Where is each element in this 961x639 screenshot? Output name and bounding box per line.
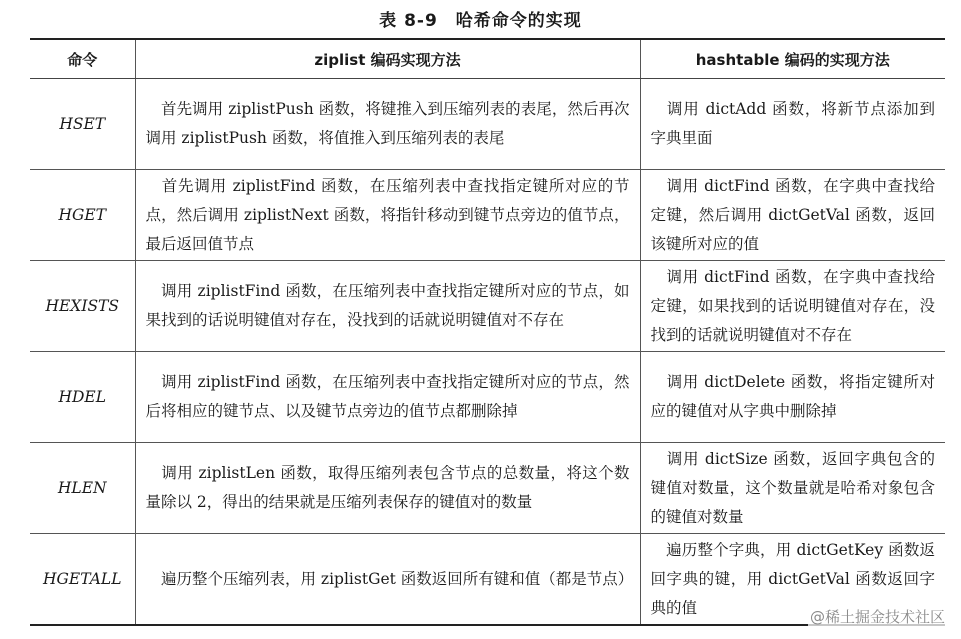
header-command: 命令: [30, 39, 135, 79]
ziplist-cell: 调用 ziplistFind 函数，在压缩列表中查找指定键所对应的节点，如果找到的话说明键值对存在，没找到的话就说明键值对不存在: [135, 261, 640, 352]
header-row: [30, 39, 945, 79]
command-cell: HDEL: [30, 352, 135, 443]
hashtable-cell: 调用 dictSize 函数，返回字典包含的键值对数量，这个数量就是哈希对象包含的键值对数量: [640, 443, 945, 534]
ziplist-cell: 遍历整个压缩列表，用 ziplistGet 函数返回所有键和值（都是节点）: [135, 534, 640, 626]
hashtable-cell: 调用 dictFind 函数，在字典中查找给定键，如果找到的话说明键值对存在，没找到的话就说明键值对不存在: [640, 261, 945, 352]
ziplist-cell: 首先调用 ziplistPush 函数，将键推入到压缩列表的表尾，然后再次调用 ziplistPush 函数，将值推入到压缩列表的表尾: [135, 79, 640, 170]
command-cell: HEXISTS: [30, 261, 135, 352]
command-cell: HSET: [30, 79, 135, 170]
ziplist-cell: 调用 ziplistFind 函数，在压缩列表中查找指定键所对应的节点，然后将相应的键节点、以及键节点旁边的值节点都删除掉: [135, 352, 640, 443]
hashtable-cell: 调用 dictDelete 函数，将指定键所对应的键值对从字典中删除掉: [640, 352, 945, 443]
hashtable-cell: 调用 dictFind 函数，在字典中查找给定键，然后调用 dictGetVal 函数，返回该键所对应的值: [640, 170, 945, 261]
header-hashtable: hashtable 编码的实现方法: [640, 39, 945, 79]
ziplist-cell: 调用 ziplistLen 函数，取得压缩列表包含节点的总数量，将这个数量除以 2，得出的结果就是压缩列表保存的键值对的数量: [135, 443, 640, 534]
hashtable-cell: 调用 dictAdd 函数，将新节点添加到字典里面: [640, 79, 945, 170]
header-ziplist: ziplist 编码实现方法: [135, 39, 640, 79]
command-cell: HLEN: [30, 443, 135, 534]
command-cell: HGETALL: [30, 534, 135, 626]
table-row: [30, 443, 945, 534]
table-row: [30, 79, 945, 170]
table-row: [30, 170, 945, 261]
table-row: [30, 352, 945, 443]
ziplist-cell: 首先调用 ziplistFind 函数，在压缩列表中查找指定键所对应的节点，然后调用 ziplistNext 函数，将指针移动到键节点旁边的值节点，最后返回值节点: [135, 170, 640, 261]
command-cell: HGET: [30, 170, 135, 261]
table-row: [30, 261, 945, 352]
table-caption: 表 8-9 哈希命令的实现: [379, 11, 582, 31]
hash-commands-table: [30, 38, 945, 626]
hashtable-cell: 遍历整个字典，用 dictGetKey 函数返回字典的键，用 dictGetVal 函数返回字典的值: [640, 534, 945, 626]
watermark: @稀土掘金技术社区: [809, 608, 945, 626]
